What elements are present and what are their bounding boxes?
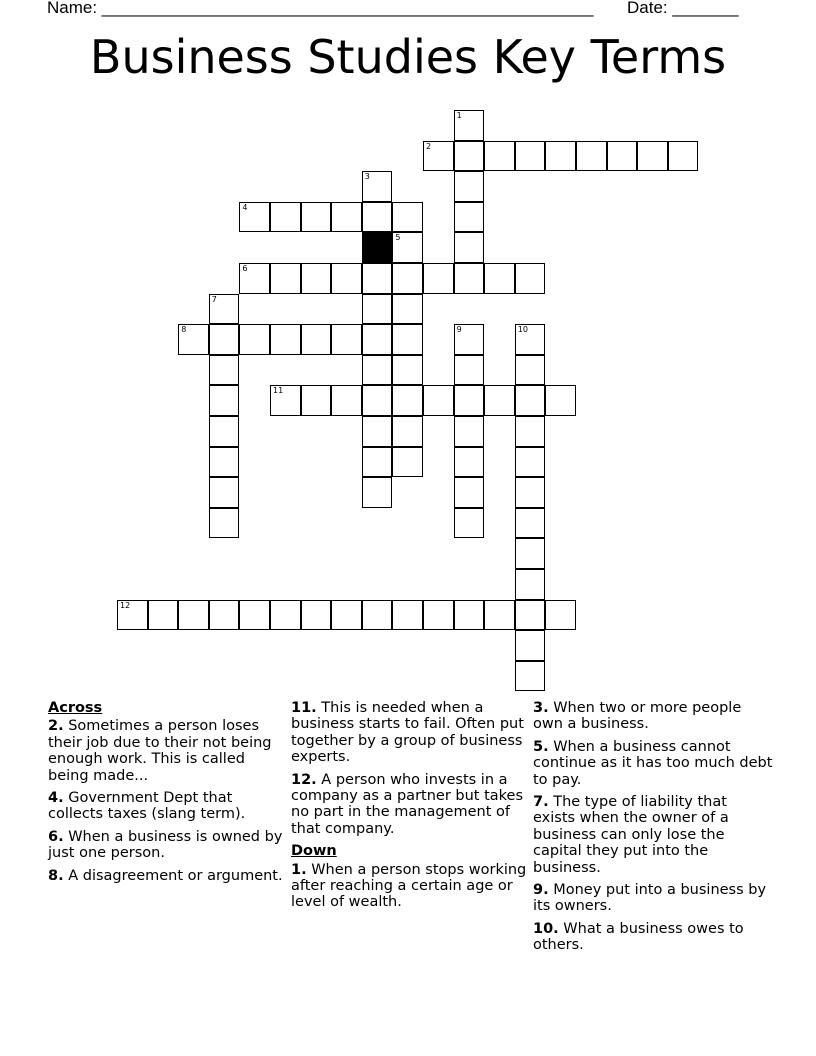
grid-cell[interactable] [454, 141, 485, 172]
clue-number: 4. [48, 790, 64, 807]
grid-cell[interactable] [301, 385, 332, 416]
grid-cell[interactable] [209, 600, 240, 631]
grid-cell[interactable] [545, 385, 576, 416]
clue-across-8 [48, 868, 284, 884]
cell-number: 3 [364, 172, 370, 182]
grid-cell[interactable] [362, 324, 393, 355]
grid-cell[interactable] [331, 385, 362, 416]
grid-cell[interactable] [362, 385, 393, 416]
black-cell [362, 232, 393, 263]
clue-number: 6. [48, 828, 64, 845]
clue-text: What a business owes to others. [533, 920, 744, 954]
grid-cell[interactable] [209, 324, 240, 355]
clue-down-5 [533, 739, 773, 788]
grid-cell[interactable] [454, 416, 485, 447]
grid-cell[interactable] [454, 385, 485, 416]
grid-cell[interactable] [209, 477, 240, 508]
grid-cell[interactable] [178, 600, 209, 631]
grid-cell[interactable] [515, 538, 546, 569]
clue-number: 11. [291, 700, 317, 716]
grid-cell[interactable] [362, 263, 393, 294]
grid-cell[interactable] [423, 600, 454, 631]
grid-cell[interactable] [270, 600, 301, 631]
grid-cell[interactable] [484, 141, 515, 172]
cell-number: 10 [517, 325, 528, 335]
grid-cell[interactable] [239, 263, 270, 294]
grid-cell[interactable] [454, 324, 485, 355]
grid-cell[interactable] [545, 600, 576, 631]
grid-cell[interactable] [362, 355, 393, 386]
grid-cell[interactable] [117, 600, 148, 631]
clue-down-9 [533, 882, 773, 915]
clue-text: Money put into a business by its owners. [533, 882, 767, 915]
cell-number: 5 [395, 233, 401, 243]
grid-cell[interactable] [209, 385, 240, 416]
grid-cell[interactable] [239, 600, 270, 631]
grid-cell[interactable] [270, 385, 301, 416]
grid-cell[interactable] [392, 600, 423, 631]
grid-cell[interactable] [301, 600, 332, 631]
grid-cell[interactable] [392, 416, 423, 447]
grid-cell[interactable] [239, 202, 270, 233]
grid-cell[interactable] [301, 324, 332, 355]
cell-number: 11 [273, 386, 284, 396]
grid-cell[interactable] [484, 263, 515, 294]
clue-number: 7. [533, 794, 549, 811]
grid-cell[interactable] [392, 202, 423, 233]
clue-text: This is needed when a business starts to fail. Often put together by a group of business experts. [291, 700, 524, 766]
clues-column-3 [533, 700, 773, 960]
clue-across-11 [291, 700, 527, 766]
clues-column-1 [48, 700, 284, 890]
grid-cell[interactable] [148, 600, 179, 631]
grid-cell[interactable] [515, 324, 546, 355]
clue-down-10 [533, 921, 773, 954]
grid-cell[interactable] [545, 141, 576, 172]
grid-cell[interactable] [515, 355, 546, 386]
grid-cell[interactable] [454, 355, 485, 386]
clue-number: 1. [291, 861, 307, 878]
clue-text: A disagreement or argument. [68, 867, 283, 884]
grid-cell[interactable] [331, 263, 362, 294]
grid-cell[interactable] [209, 355, 240, 386]
grid-cell[interactable] [484, 385, 515, 416]
clue-down-7 [533, 794, 773, 876]
grid-cell[interactable] [607, 141, 638, 172]
grid-cell[interactable] [209, 294, 240, 325]
down-heading: Down [291, 843, 337, 860]
grid-cell[interactable] [362, 202, 393, 233]
clue-number: 2. [48, 718, 64, 735]
clue-number: 8. [48, 867, 64, 884]
grid-cell[interactable] [515, 447, 546, 478]
grid-cell[interactable] [454, 263, 485, 294]
clue-number: 10. [533, 920, 559, 937]
grid-cell[interactable] [392, 324, 423, 355]
clue-across-4 [48, 790, 284, 823]
grid-cell[interactable] [515, 385, 546, 416]
grid-cell[interactable] [392, 385, 423, 416]
clue-text: Sometimes a person loses their job due to their not being enough work. This is called being made... [48, 718, 272, 784]
grid-cell[interactable] [515, 416, 546, 447]
grid-cell[interactable] [576, 141, 607, 172]
clue-across-12 [291, 772, 527, 838]
grid-cell[interactable] [362, 171, 393, 202]
clue-across-2 [48, 718, 284, 784]
clue-across-6 [48, 829, 284, 862]
grid-cell[interactable] [484, 600, 515, 631]
grid-cell[interactable] [178, 324, 209, 355]
across-heading: Across [48, 700, 103, 716]
grid-cell[interactable] [301, 263, 332, 294]
grid-cell[interactable] [423, 385, 454, 416]
grid-cell[interactable] [392, 355, 423, 386]
grid-cell[interactable] [454, 477, 485, 508]
grid-cell[interactable] [515, 600, 546, 631]
clue-text: When a business cannot continue as it has too much debt to pay. [533, 738, 773, 788]
grid-cell[interactable] [270, 202, 301, 233]
grid-cell[interactable] [362, 294, 393, 325]
grid-cell[interactable] [454, 508, 485, 539]
grid-cell[interactable] [331, 202, 362, 233]
grid-cell[interactable] [362, 477, 393, 508]
grid-cell[interactable] [454, 110, 485, 141]
cell-number: 6 [242, 264, 248, 273]
grid-cell[interactable] [454, 202, 485, 233]
clue-text: The type of liability that exists when the owner of a business can only lose the capital they put into the business. [533, 794, 729, 876]
grid-cell[interactable] [270, 263, 301, 294]
grid-cell[interactable] [392, 447, 423, 478]
grid-cell[interactable] [637, 141, 668, 172]
grid-cell[interactable] [515, 263, 546, 294]
cell-number: 7 [211, 294, 217, 304]
grid-cell[interactable] [362, 416, 393, 447]
grid-cell[interactable] [515, 141, 546, 172]
page-title: Business Studies Key Terms [89, 30, 727, 84]
clue-text: A person who invests in a company as a partner but takes no part in the management of that company. [291, 771, 524, 837]
clue-text: When a business is owned by just one person. [48, 828, 283, 862]
clue-text: Government Dept that collects taxes (slang term). [48, 790, 246, 823]
grid-cell[interactable] [423, 141, 454, 172]
grid-cell[interactable] [209, 416, 240, 447]
clue-down-1 [291, 862, 527, 911]
cell-number: 1 [456, 111, 462, 120]
grid-cell[interactable] [209, 508, 240, 539]
grid-cell[interactable] [454, 232, 485, 263]
clue-down-3 [533, 700, 773, 733]
grid-cell[interactable] [270, 324, 301, 355]
cell-number: 12 [120, 600, 131, 610]
grid-cell[interactable] [331, 324, 362, 355]
grid-cell[interactable] [301, 202, 332, 233]
grid-cell[interactable] [239, 324, 270, 355]
grid-cell[interactable] [392, 263, 423, 294]
grid-cell[interactable] [392, 294, 423, 325]
grid-cell[interactable] [392, 232, 423, 263]
cell-number: 8 [181, 325, 187, 335]
grid-cell[interactable] [515, 569, 546, 600]
clue-text: When a person stops working after reaching a certain age or level of wealth. [291, 861, 527, 911]
grid-cell[interactable] [454, 171, 485, 202]
grid-cell[interactable] [515, 661, 546, 692]
cell-number: 4 [242, 202, 248, 212]
cell-number: 2 [426, 141, 432, 151]
clue-number: 5. [533, 738, 549, 755]
name-field[interactable]: Name: ____________________________________________________ [47, 0, 594, 17]
grid-cell[interactable] [362, 447, 393, 478]
grid-cell[interactable] [454, 447, 485, 478]
clue-number: 12. [291, 771, 317, 788]
grid-cell[interactable] [362, 600, 393, 631]
clue-number: 9. [533, 882, 549, 899]
grid-cell[interactable] [423, 263, 454, 294]
grid-cell[interactable] [668, 141, 699, 172]
clue-text: When two or more people own a business. [533, 700, 742, 733]
grid-cell[interactable] [454, 600, 485, 631]
grid-cell[interactable] [209, 447, 240, 478]
date-field[interactable]: Date: _______ [627, 0, 739, 17]
grid-cell[interactable] [515, 477, 546, 508]
grid-cell[interactable] [515, 630, 546, 661]
clue-number: 3. [533, 700, 549, 716]
grid-cell[interactable] [331, 600, 362, 631]
cell-number: 9 [456, 325, 462, 335]
clues-column-2 [291, 700, 527, 917]
grid-cell[interactable] [515, 508, 546, 539]
